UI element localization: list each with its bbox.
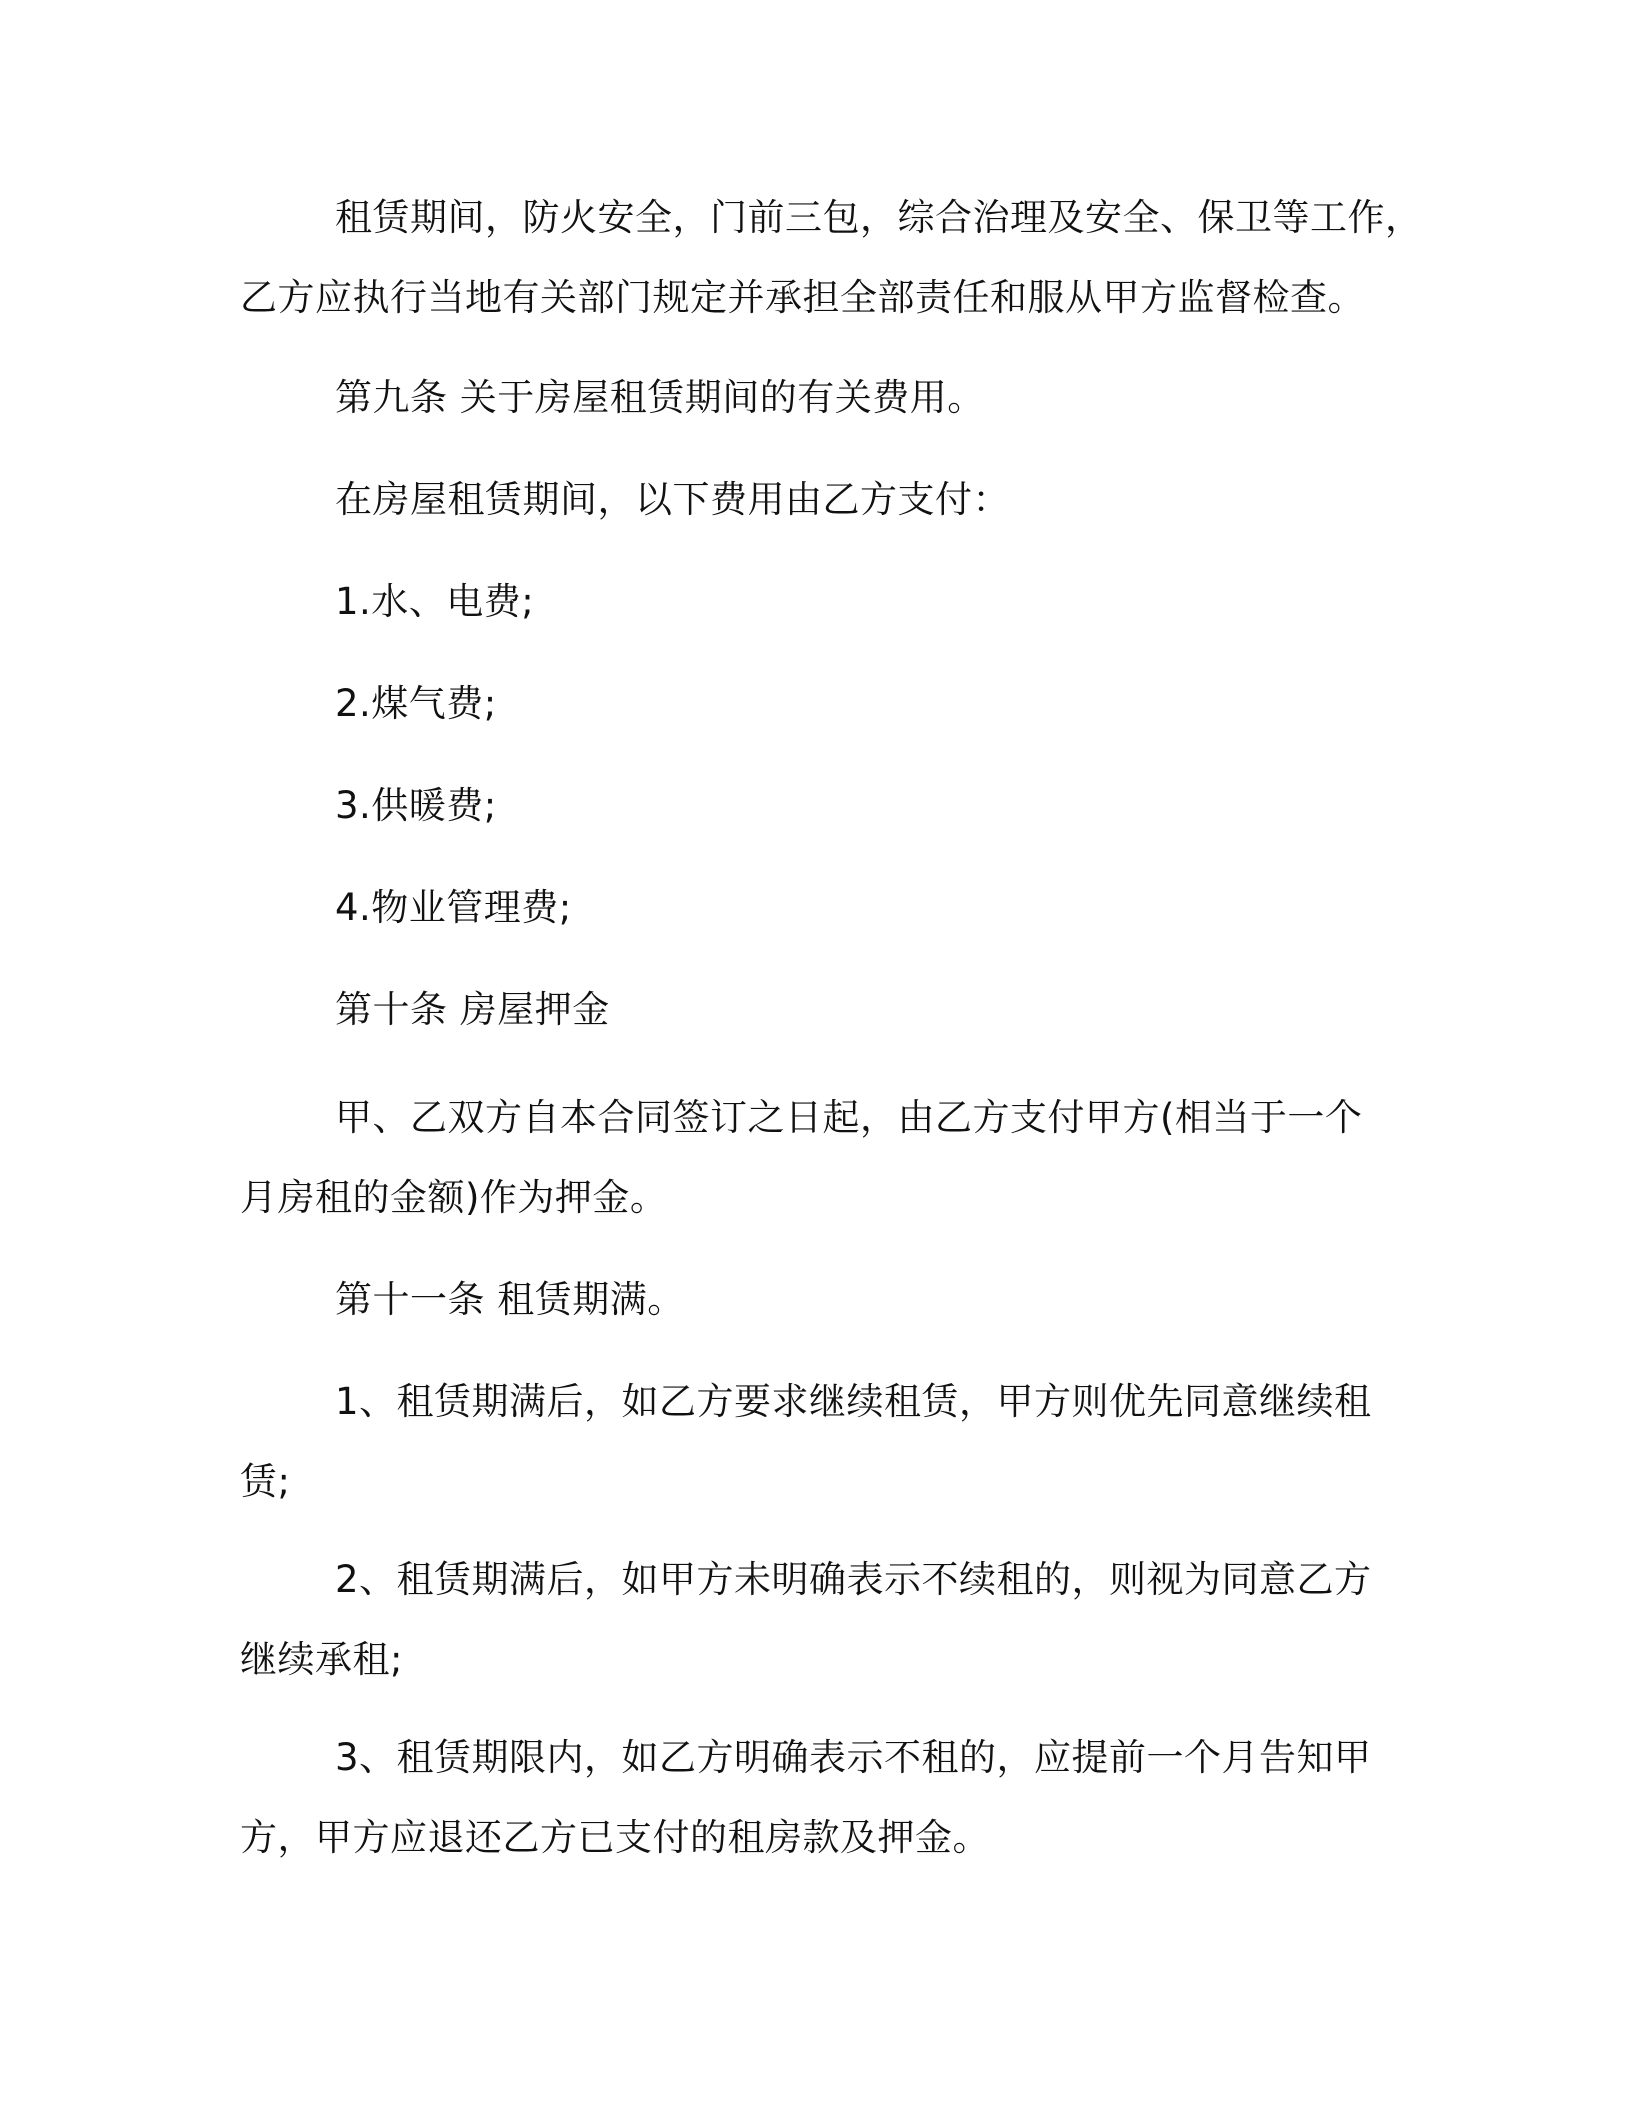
- text-line: 继续承租;: [240, 1638, 403, 1681]
- text-line: 租赁期间，防火安全，门前三包，综合治理及安全、保卫等工作，: [335, 196, 1423, 239]
- list-item-heating: [240, 766, 1380, 846]
- text-line: 3.供暖费;: [335, 784, 497, 827]
- clause-early-termination: [240, 1718, 1380, 1878]
- paragraph-fees-intro: [240, 460, 1380, 540]
- text-line: 1.水、电费;: [335, 580, 535, 623]
- article-11-heading: [240, 1260, 1380, 1340]
- paragraph-deposit: [240, 1078, 1380, 1238]
- text-line: 3、租赁期限内，如乙方明确表示不租的，应提前一个月告知甲: [335, 1736, 1372, 1779]
- article-9-heading: [240, 358, 1380, 438]
- text-line: 第十一条 租赁期满。: [335, 1278, 685, 1321]
- text-line: 乙方应执行当地有关部门规定并承担全部责任和服从甲方监督检查。: [240, 276, 1365, 319]
- text-line: 2、租赁期满后，如甲方未明确表示不续租的，则视为同意乙方: [335, 1558, 1372, 1601]
- list-item-water-electricity: [240, 562, 1380, 642]
- text-line: 第九条 关于房屋租赁期间的有关费用。: [335, 376, 985, 419]
- list-item-gas: [240, 664, 1380, 744]
- text-line: 方，甲方应退还乙方已支付的租房款及押金。: [240, 1816, 990, 1859]
- text-line: 4.物业管理费;: [335, 886, 572, 929]
- clause-implied-renewal: [240, 1540, 1380, 1700]
- text-line: 甲、乙双方自本合同签订之日起，由乙方支付甲方(相当于一个: [335, 1096, 1363, 1139]
- text-line: 月房租的金额)作为押金。: [240, 1176, 668, 1219]
- list-item-property-management: [240, 868, 1380, 948]
- text-line: 第十条 房屋押金: [335, 988, 610, 1031]
- paragraph-safety-responsibility: [240, 178, 1423, 338]
- article-10-heading: [240, 970, 1380, 1050]
- clause-renewal-request: [240, 1362, 1380, 1522]
- text-line: 赁;: [240, 1460, 291, 1503]
- text-line: 2.煤气费;: [335, 682, 497, 725]
- text-line: 在房屋租赁期间，以下费用由乙方支付：: [335, 478, 1010, 521]
- text-line: 1、租赁期满后，如乙方要求继续租赁，甲方则优先同意继续租: [335, 1380, 1372, 1423]
